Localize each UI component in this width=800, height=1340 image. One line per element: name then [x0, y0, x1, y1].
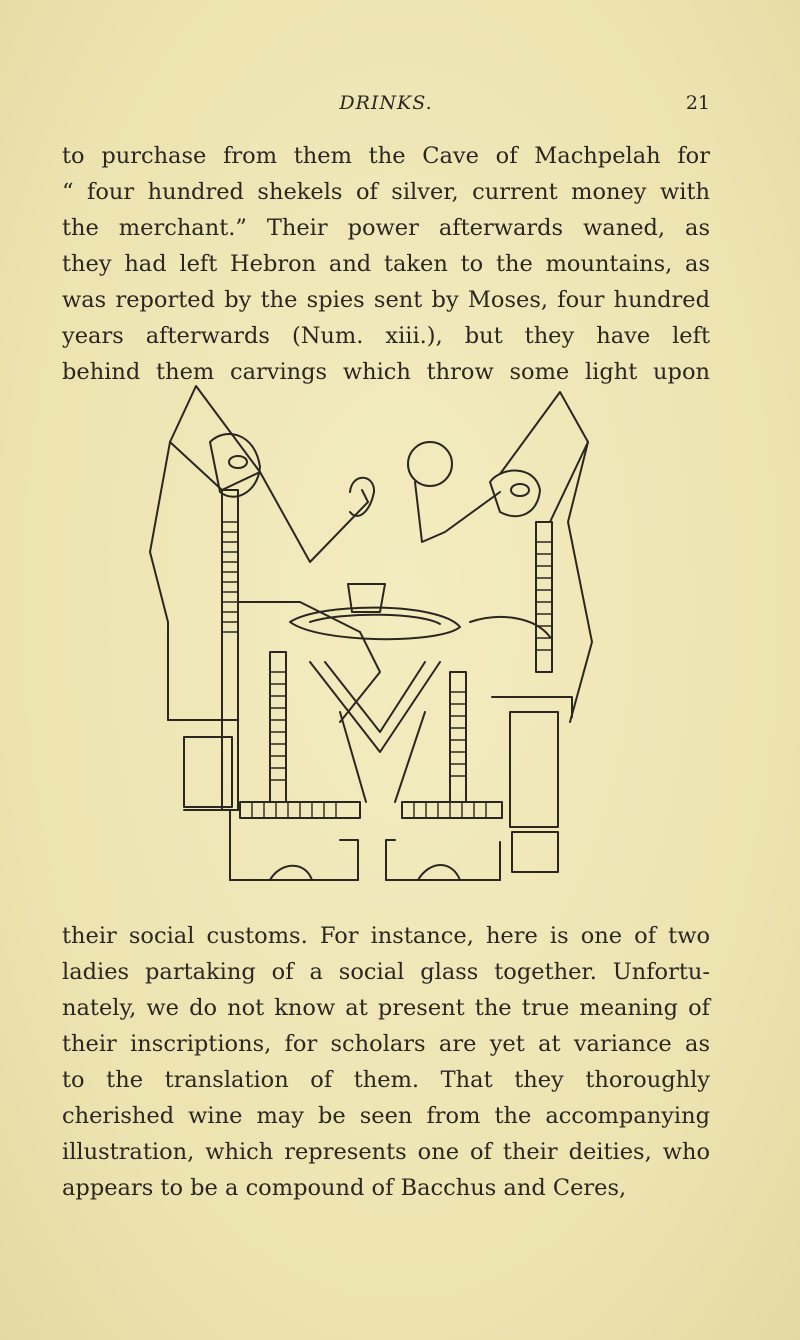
text-line: to the translation of them. That they thoroughly [62, 1067, 710, 1093]
table-stand [310, 662, 440, 752]
carving-drawing [140, 372, 620, 894]
text-line: they had left Hebron and taken to the mountains, as [62, 251, 710, 277]
right-figure-shoulder [470, 617, 550, 637]
left-seat-frame [168, 720, 238, 810]
paragraph-top [62, 138, 710, 390]
left-figure-robe-band [222, 490, 238, 810]
left-figure-eye [229, 456, 247, 468]
right-seat-frame [492, 697, 572, 717]
left-figure-head [210, 434, 260, 497]
page-header [62, 92, 710, 122]
text-line: nately, we do not know at present the true meaning of [62, 995, 710, 1021]
right-seat-block [510, 712, 558, 827]
right-figure-eye [511, 484, 529, 496]
right-footstool [386, 840, 500, 880]
left-footstool [230, 810, 358, 880]
carving-illustration [140, 372, 620, 894]
right-bench [402, 802, 502, 818]
text-line: ladies partaking of a social glass together. Unfortu- [62, 959, 710, 985]
text-line: their inscriptions, for scholars are yet at variance as [62, 1031, 710, 1057]
left-figure-back [150, 442, 170, 720]
right-figure-cap [500, 392, 588, 522]
text-line: behind them carvings which throw some light upon [62, 359, 710, 385]
right-seat-small-block [512, 832, 558, 872]
right-figure-arm [415, 482, 500, 542]
running-head: DRINKS. [339, 92, 433, 114]
text-line: their social customs. For instance, here is one of two [62, 923, 710, 949]
right-figure-back [568, 442, 592, 722]
right-figure-raised-cup [408, 442, 452, 486]
text-line: “ four hundred shekels of silver, current money with [62, 179, 710, 205]
text-line: was reported by the spies sent by Moses, four hundred [62, 287, 710, 313]
text-line: to purchase from them the Cave of Machpelah for [62, 143, 710, 169]
text-line: the merchant.” Their power afterwards waned, as [62, 215, 710, 241]
table-stand-leg-right [395, 712, 425, 802]
text-line: years afterwards (Num. xiii.), but they have left [62, 323, 710, 349]
bench-hatching [252, 802, 486, 818]
paragraph-bottom [62, 918, 710, 1206]
text-line: illustration, which represents one of their deities, who [62, 1139, 710, 1165]
table-stand-leg-left [340, 712, 366, 802]
left-footstool-arch [270, 866, 312, 880]
left-seat-block [184, 737, 232, 807]
page-number: 21 [685, 92, 710, 114]
text-line: appears to be a compound of Bacchus and Ceres, [62, 1175, 627, 1201]
text-line: cherished wine may be seen from the accompanying [62, 1103, 710, 1129]
right-footstool-arch [418, 865, 460, 880]
left-figure-hand [350, 478, 374, 516]
